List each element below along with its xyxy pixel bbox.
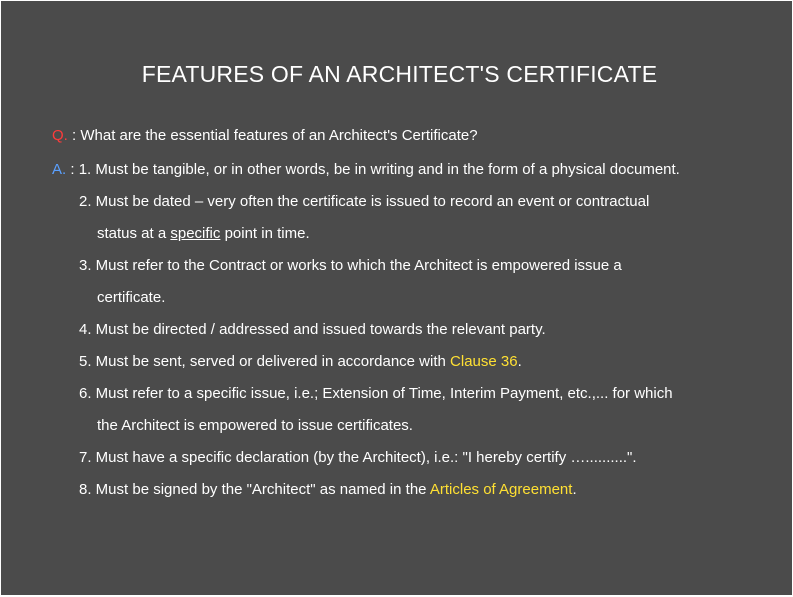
answer-label: A. (52, 161, 67, 178)
item-8-text-before: 8. Must be signed by the "Architect" as named in the (79, 481, 430, 498)
question-line (52, 127, 478, 144)
answer-item-7: 7. Must have a specific declaration (by the Architect), i.e.: "I hereby certify …..........". (79, 449, 637, 466)
item-2-text-before: status at a (97, 225, 171, 242)
answer-item-6-line-2: the Architect is empowered to issue certificates. (97, 417, 413, 434)
slide-title: FEATURES OF AN ARCHITECT'S CERTIFICATE (141, 61, 658, 87)
answer-item-8 (79, 481, 577, 498)
answer-separator: : (66, 161, 79, 178)
answer-line-1 (52, 161, 680, 178)
answer-item-6-line-1: 6. Must refer to a specific issue, i.e.; Extension of Time, Interim Payment, etc.,... for which (79, 385, 673, 402)
clause-36-reference: Clause 36 (450, 353, 518, 370)
answer-item-2-line-1: 2. Must be dated – very often the certificate is issued to record an event or contractual (79, 193, 650, 210)
item-5-text-after: . (517, 353, 522, 370)
item-2-underlined-word: specific (170, 225, 221, 242)
item-2-text-after: point in time. (220, 225, 310, 242)
item-8-text-after: . (572, 481, 577, 498)
slide (1, 1, 792, 595)
question-text: What are the essential features of an Architect's Certificate? (80, 127, 478, 144)
question-separator: : (67, 127, 81, 144)
answer-item-3-line-2: certificate. (97, 289, 166, 306)
answer-item-5 (79, 353, 522, 370)
answer-item-2-line-2 (97, 225, 310, 242)
articles-of-agreement-reference: Articles of Agreement (429, 481, 573, 498)
item-5-text-before: 5. Must be sent, served or delivered in accordance with (79, 353, 451, 370)
answer-item-1: 1. Must be tangible, or in other words, be in writing and in the form of a physical document. (78, 161, 680, 178)
answer-item-3-line-1: 3. Must refer to the Contract or works to which the Architect is empowered issue a (79, 257, 622, 274)
answer-item-4: 4. Must be directed / addressed and issued towards the relevant party. (79, 321, 546, 338)
question-label: Q. (52, 127, 68, 144)
